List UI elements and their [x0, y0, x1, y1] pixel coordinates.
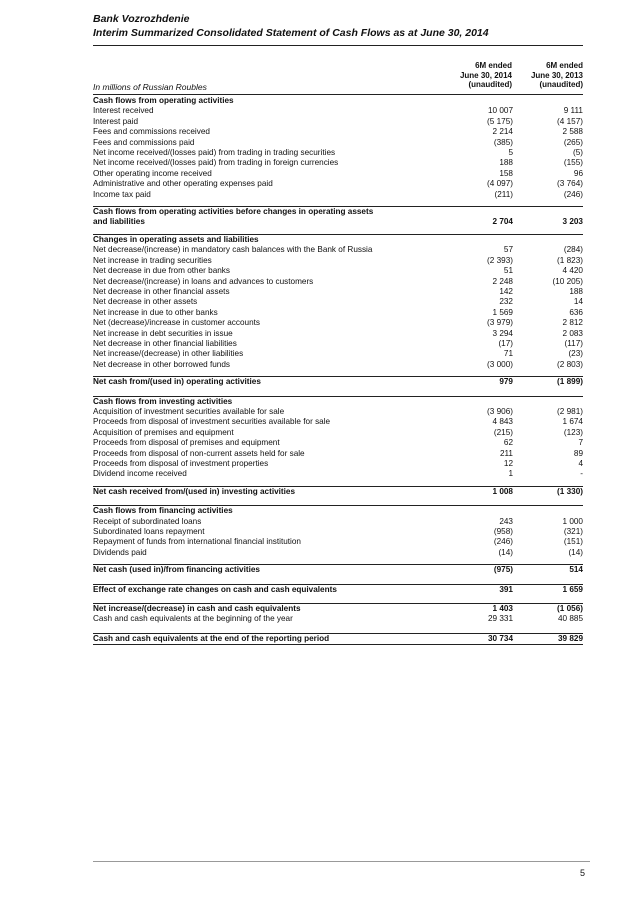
value-2014: (3 906): [487, 406, 513, 416]
value-2013: [513, 96, 583, 106]
col2-line3: (unaudited): [539, 80, 583, 89]
line-item-row: [93, 117, 583, 127]
row-label: Dividend income received: [93, 469, 187, 479]
value-2013: (151): [563, 537, 583, 547]
value-2014: 51: [503, 266, 513, 276]
row-label: Proceeds from disposal of investment properties: [93, 459, 269, 468]
row-label: Net increase/(decrease) in cash and cash equivalents: [93, 604, 433, 615]
row-label: Net income received/(losses paid) from trading in foreign currencies: [93, 158, 339, 168]
value-2014: [433, 497, 513, 506]
value-2013: (2 981): [557, 406, 583, 416]
value-2014: 71: [503, 349, 513, 359]
value-2014: 158: [499, 168, 513, 178]
value-2014: 1: [508, 469, 513, 479]
value-2013: [513, 625, 583, 634]
value-2014: 1 403: [433, 604, 513, 615]
line-item-row: [93, 179, 583, 189]
column-header-2014: [452, 61, 512, 90]
row-label: Net decrease in other borrowed funds: [93, 359, 230, 369]
line-item-row: [93, 428, 583, 438]
value-2013: 188: [569, 286, 583, 296]
line-item-row: [93, 469, 583, 479]
row-label: Net (decrease)/increase in customer accounts: [93, 318, 261, 328]
value-2013: (3 764): [557, 179, 583, 189]
row-label: and liabilities: [93, 217, 145, 227]
line-item-row: [93, 287, 583, 297]
row-label: Proceeds from disposal of premises and equipment: [93, 438, 280, 448]
total-row: [93, 604, 583, 615]
value-2014: [433, 234, 513, 245]
value-2014: 3 294: [492, 328, 513, 338]
line-item-row: [93, 329, 583, 339]
value-2013: 2 083: [562, 328, 583, 338]
row-label: Administrative and other operating expenses paid: [93, 179, 273, 189]
value-2013: 89: [573, 448, 583, 458]
value-2014: [433, 396, 513, 407]
value-2013: 4 420: [562, 266, 583, 276]
value-2014: 211: [499, 448, 513, 458]
value-2013: (123): [563, 427, 583, 437]
value-2013: (1 056): [513, 604, 583, 615]
line-item-row: [93, 614, 583, 624]
value-2013: 14: [573, 297, 583, 307]
value-2013: 39 829: [513, 633, 583, 644]
value-2014: (215): [493, 427, 513, 437]
line-item-row: [93, 127, 583, 137]
row-label: Net decrease/(increase) in mandatory cash balances with the Bank of Russia: [93, 245, 373, 255]
value-2014: 232: [499, 297, 513, 307]
value-2014: [433, 625, 513, 634]
line-item-row: [93, 297, 583, 307]
value-2013: (4 157): [557, 116, 583, 126]
value-2013: 7: [578, 438, 583, 448]
value-2013: (246): [563, 189, 583, 199]
value-2014: [433, 506, 513, 517]
spacer-row: [93, 388, 583, 397]
row-label: Proceeds from disposal of non-current assets held for sale: [93, 448, 305, 458]
total-row: [93, 584, 583, 595]
row-label: Income tax paid: [93, 189, 151, 199]
value-2013: (1 823): [557, 255, 583, 265]
value-2013: (23): [568, 349, 583, 359]
line-item-row: [93, 138, 583, 148]
footer-rule: [93, 861, 590, 862]
value-2014: 57: [503, 245, 513, 255]
value-2013: 636: [569, 307, 583, 317]
row-label: Cash and cash equivalents at the end of the reporting period: [93, 633, 433, 644]
spacer-row: [93, 595, 583, 604]
row-label: Net cash received from/(used in) investing activities: [93, 486, 433, 497]
line-item-row: [93, 277, 583, 287]
value-2013: 96: [573, 168, 583, 178]
row-label: Net increase in trading securities: [93, 255, 212, 265]
row-label: Cash flows from operating activities: [93, 96, 234, 105]
value-2013: [513, 645, 583, 652]
page-number: 5: [580, 868, 586, 878]
value-2013: 514: [513, 565, 583, 576]
value-2014: [433, 388, 513, 397]
line-item-row: [93, 548, 583, 558]
line-item-row: [93, 417, 583, 427]
value-2013: 2 812: [562, 318, 583, 328]
section-heading-row: [93, 234, 583, 245]
value-2014: (4 097): [487, 179, 513, 189]
row-label: [93, 388, 433, 397]
spacer-row: [93, 625, 583, 634]
row-label: Interest paid: [93, 116, 139, 126]
line-item-row: [93, 349, 583, 359]
line-item-row: [93, 360, 583, 370]
value-2014: 391: [433, 584, 513, 595]
col2-line2: June 30, 2013: [530, 70, 583, 80]
value-2013: 3 203: [562, 217, 583, 227]
row-label: [93, 576, 433, 585]
row-label: Net increase/(decrease) in other liabilities: [93, 349, 244, 359]
line-item-row: [93, 169, 583, 179]
value-2014: (211): [494, 189, 513, 199]
line-item-row: [93, 158, 583, 168]
column-header-rule: [93, 94, 583, 95]
line-item-row: [93, 407, 583, 417]
value-2014: (246): [493, 537, 513, 547]
value-2013: (117): [564, 338, 583, 348]
value-2013: (265): [563, 137, 583, 147]
value-2014: 1 008: [433, 486, 513, 497]
line-item-row: [93, 266, 583, 276]
value-2014: 2 214: [492, 127, 513, 137]
row-label: Net increase in debt securities in issue: [93, 328, 233, 338]
value-2014: [433, 645, 513, 652]
spacer-row: [93, 497, 583, 506]
line-item-row: [93, 256, 583, 266]
bank-name: Bank Vozrozhdenie: [93, 13, 190, 25]
statement-title: Interim Summarized Consolidated Statement of Cash Flows as at June 30, 2014: [93, 27, 489, 39]
column-header-2013: [520, 61, 583, 90]
value-2014: 10 007: [487, 106, 513, 116]
value-2014: 4 843: [492, 417, 513, 427]
spacer-row: [93, 576, 583, 585]
row-label: Net decrease/(increase) in loans and advances to customers: [93, 276, 314, 286]
value-2013: [513, 595, 583, 604]
total-row: [93, 565, 583, 576]
value-2013: [513, 396, 583, 407]
total-row: [93, 217, 583, 227]
spacer-row: [93, 645, 583, 652]
header-rule: [93, 45, 583, 46]
row-label: Cash flows from investing activities: [93, 396, 433, 407]
row-label: Fees and commissions received: [93, 127, 210, 137]
value-2013: (321): [563, 527, 583, 537]
row-label: [93, 595, 433, 604]
value-2014: 12: [503, 459, 513, 468]
row-label: Net cash from/(used in) operating activities: [93, 377, 433, 388]
value-2014: (975): [433, 565, 513, 576]
value-2013: [513, 234, 583, 245]
line-item-row: [93, 537, 583, 547]
line-item-row: [93, 459, 583, 469]
value-2014: (3 979): [487, 318, 513, 328]
value-2014: 188: [499, 158, 513, 168]
line-item-row: [93, 106, 583, 116]
row-label: Net decrease in other financial liabilities: [93, 338, 237, 348]
section-heading-row: [93, 396, 583, 407]
value-2013: 4: [578, 459, 583, 468]
value-2014: [433, 207, 513, 218]
value-2013: 1 674: [562, 417, 583, 427]
value-2014: 979: [433, 377, 513, 388]
value-2014: [433, 576, 513, 585]
row-label: Net decrease in other financial assets: [93, 286, 230, 296]
total-row: [93, 633, 583, 644]
row-label: Other operating income received: [93, 168, 212, 178]
row-label: Net decrease in due from other banks: [93, 266, 230, 276]
total-row: [93, 486, 583, 497]
line-item-row: [93, 245, 583, 255]
row-label: Repayment of funds from international financial institution: [93, 537, 301, 547]
value-2014: [433, 595, 513, 604]
value-2014: (2 393): [487, 255, 513, 265]
value-2014: (17): [498, 338, 513, 348]
cash-flow-table: [93, 96, 583, 651]
line-item-row: [93, 308, 583, 318]
value-2014: 30 734: [433, 633, 513, 644]
row-label: Net income received/(losses paid) from trading in trading securities: [93, 148, 336, 158]
value-2014: 2 248: [492, 276, 513, 286]
value-2013: 9 111: [563, 106, 583, 116]
row-label: Cash and cash equivalents at the beginning of the year: [93, 614, 293, 624]
value-2014: (3 000): [487, 359, 513, 369]
value-2014: (14): [498, 547, 513, 557]
value-2014: 1 569: [492, 307, 513, 317]
line-item-row: [93, 190, 583, 200]
row-label: Interest received: [93, 106, 154, 116]
row-label: [93, 645, 433, 652]
value-2014: 29 331: [487, 614, 513, 624]
value-2014: (385): [493, 137, 513, 147]
value-2013: (2 803): [557, 359, 583, 369]
value-2014: (958): [493, 527, 513, 537]
value-2013: (14): [568, 547, 583, 557]
value-2013: (284): [563, 245, 583, 255]
value-2013: (155): [563, 158, 583, 168]
row-label: Acquisition of investment securities available for sale: [93, 406, 285, 416]
line-item-row: [93, 438, 583, 448]
value-2013: 1 659: [513, 584, 583, 595]
value-2013: [513, 207, 583, 218]
total-row: [93, 377, 583, 388]
line-item-row: [93, 339, 583, 349]
units-label: In millions of Russian Roubles: [93, 82, 207, 92]
value-2013: 2 588: [562, 127, 583, 137]
row-label: Fees and commissions paid: [93, 137, 195, 147]
line-item-row: [93, 449, 583, 459]
value-2013: 1 000: [562, 516, 583, 526]
value-2014: 5: [508, 148, 513, 158]
value-2013: 40 885: [557, 614, 583, 624]
line-item-row: [93, 318, 583, 328]
value-2013: (1 330): [513, 486, 583, 497]
value-2013: [513, 497, 583, 506]
value-2014: 62: [503, 438, 513, 448]
col1-line1: 6M ended: [475, 61, 512, 70]
value-2014: (5 175): [487, 116, 513, 126]
row-label: Changes in operating assets and liabilities: [93, 234, 433, 245]
section-heading-row: [93, 506, 583, 517]
row-label: Receipt of subordinated loans: [93, 516, 202, 526]
value-2014: [433, 96, 513, 106]
col2-line1: 6M ended: [546, 61, 583, 70]
value-2014: 243: [499, 516, 513, 526]
value-2013: (1 899): [513, 377, 583, 388]
row-label: [93, 625, 433, 634]
row-label: Proceeds from disposal of investment securities available for sale: [93, 417, 331, 427]
section-heading-row: [93, 207, 583, 218]
col1-line3: (unaudited): [468, 80, 512, 89]
col1-line2: June 30, 2014: [459, 70, 512, 80]
line-item-row: [93, 527, 583, 537]
value-2014: 2 704: [492, 217, 513, 227]
row-label: [93, 497, 433, 506]
value-2013: (10 205): [552, 276, 583, 286]
row-label: Effect of exchange rate changes on cash and cash equivalents: [93, 584, 433, 595]
row-label: Dividends paid: [93, 547, 147, 557]
value-2013: (5): [572, 148, 583, 158]
value-2014: 142: [499, 286, 513, 296]
section-heading-row: [93, 96, 583, 106]
line-item-row: [93, 148, 583, 158]
row-label: Acquisition of premises and equipment: [93, 427, 234, 437]
row-label: Cash flows from financing activities: [93, 506, 433, 517]
row-label: Net increase in due to other banks: [93, 307, 218, 317]
line-item-row: [93, 517, 583, 527]
row-label: Net decrease in other assets: [93, 297, 198, 307]
value-2013: [513, 576, 583, 585]
value-2013: [513, 388, 583, 397]
row-label: Net cash (used in)/from financing activities: [93, 565, 433, 576]
value-2013: [513, 506, 583, 517]
value-2013: -: [580, 469, 583, 479]
row-label: Subordinated loans repayment: [93, 527, 205, 537]
row-label: Cash flows from operating activities before changes in operating assets: [93, 207, 433, 218]
